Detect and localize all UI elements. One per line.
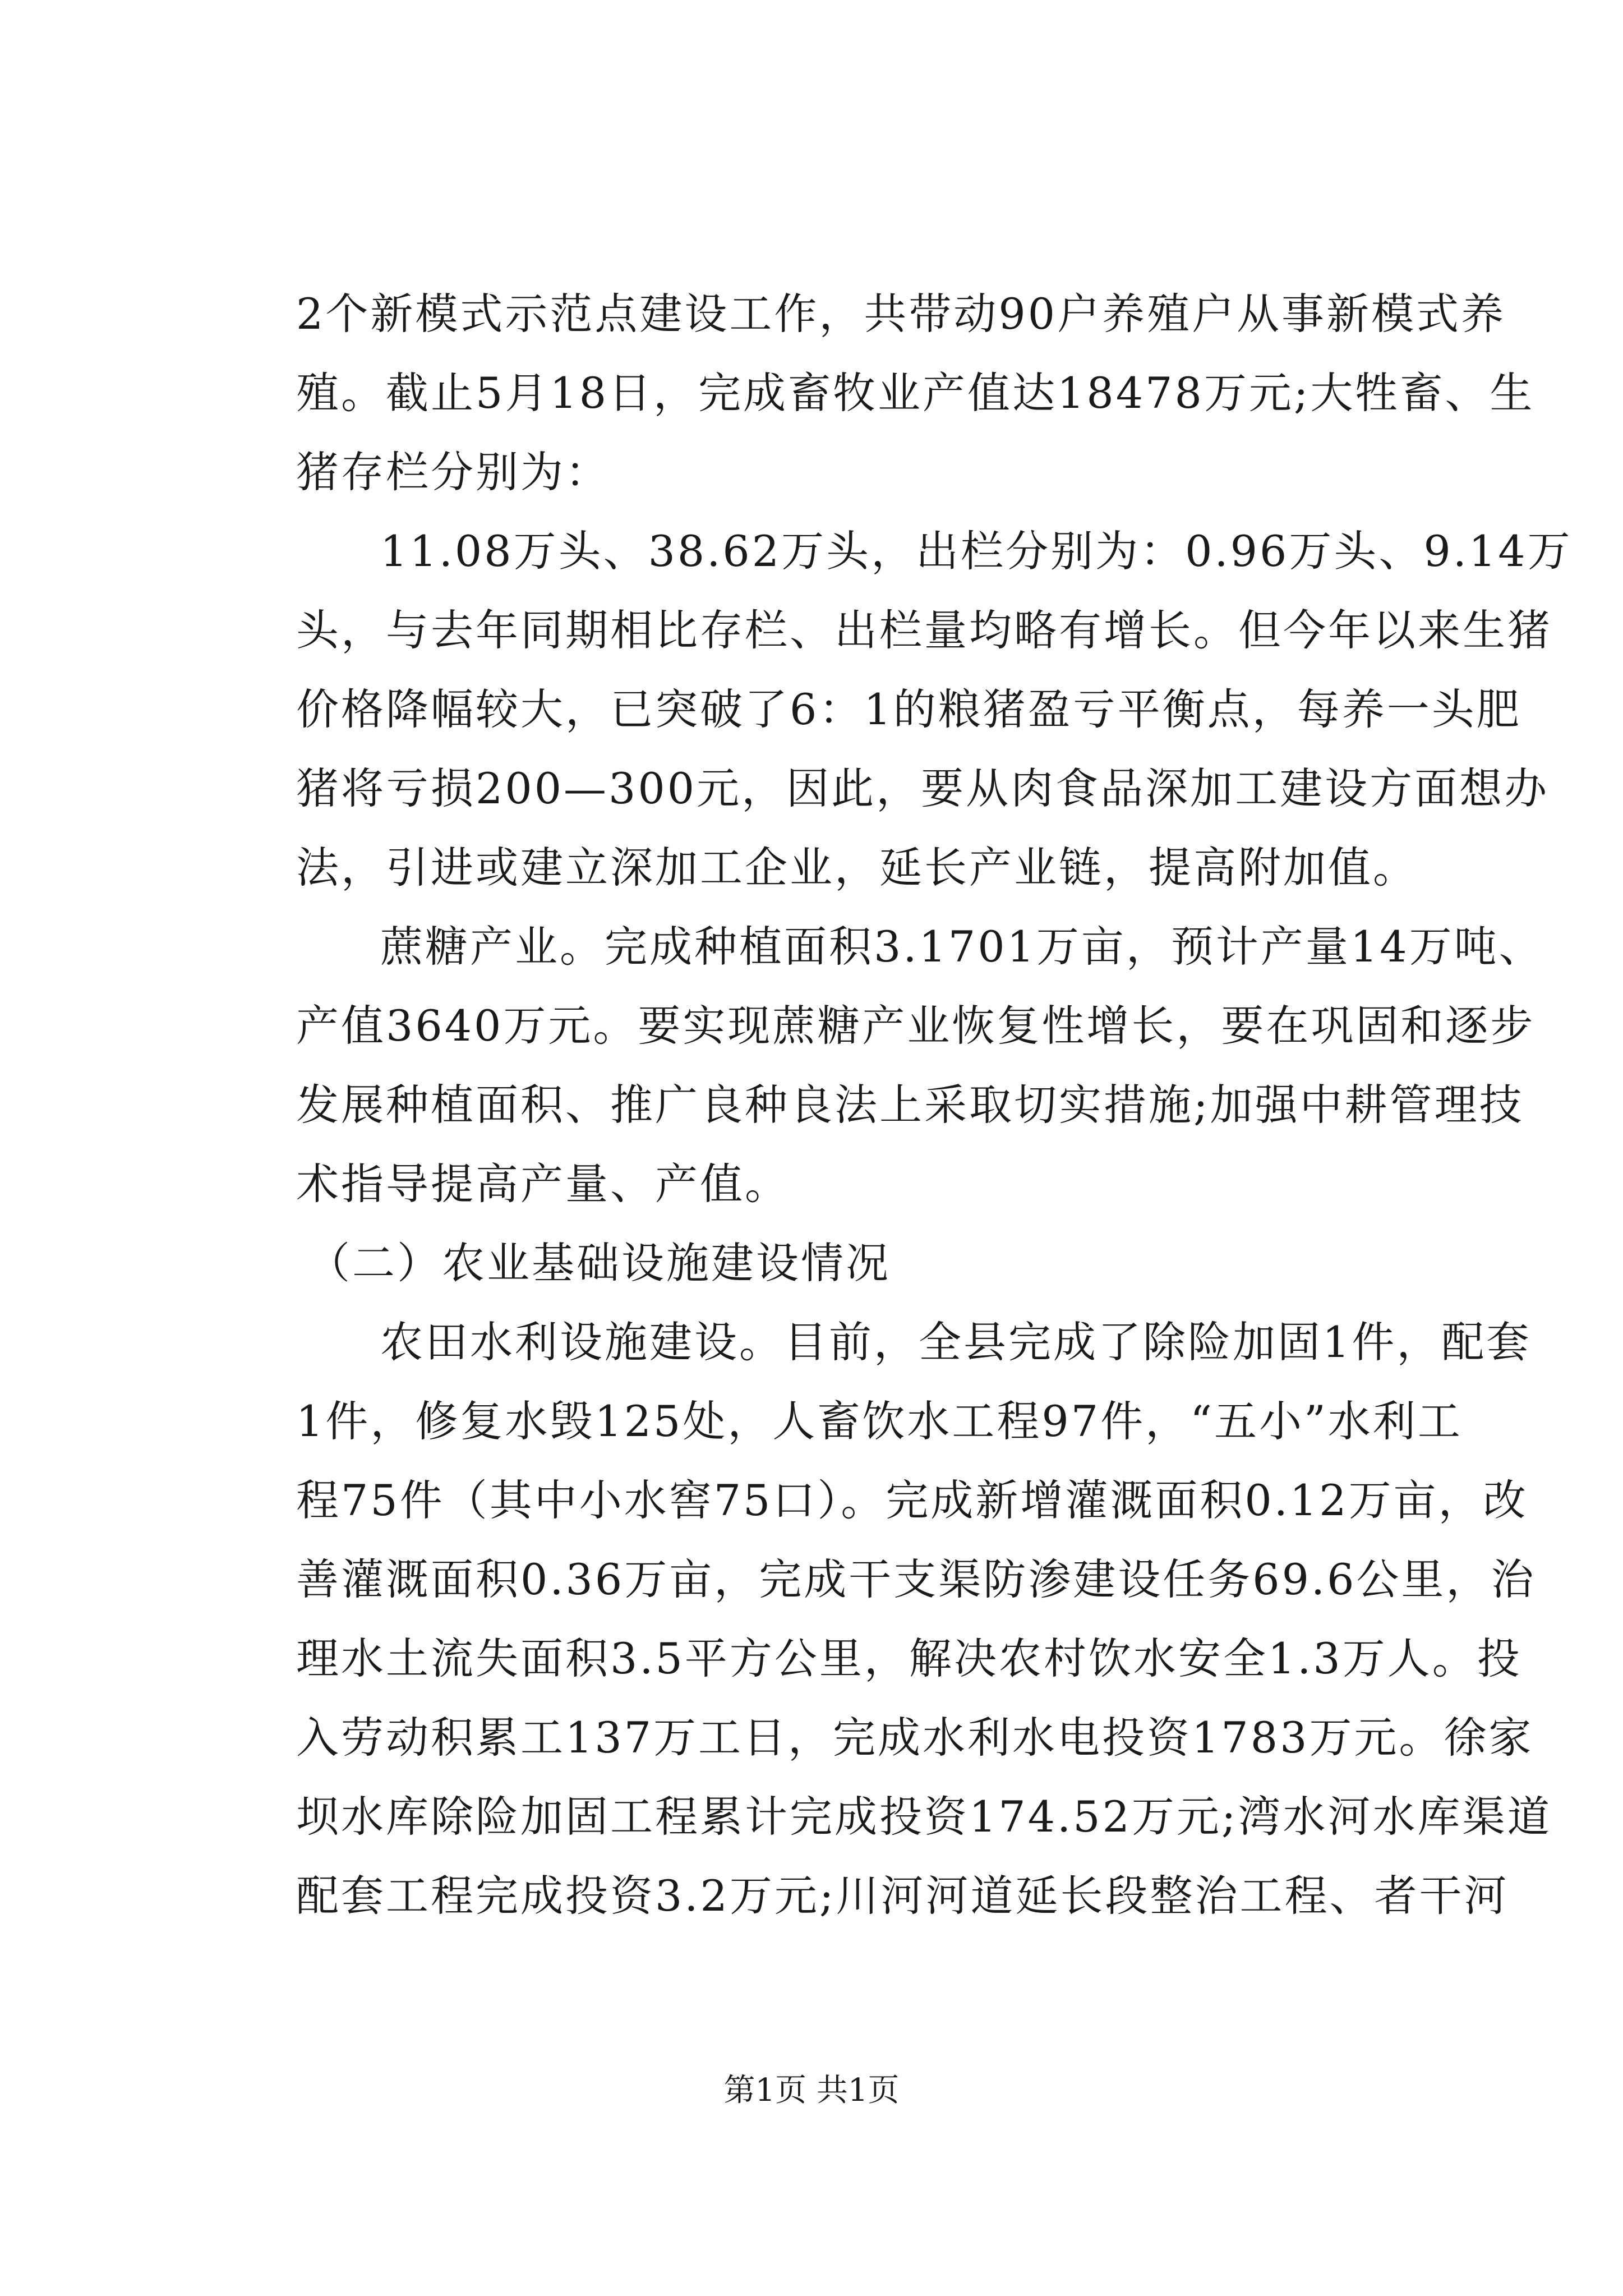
- text-line: 理水土流失面积3.5平方公里，解决农村饮水安全1.3万人。投: [296, 1634, 1522, 1683]
- text-line: 1件，修复水毁125处，人畜饮水工程97件，“五小”水利工: [296, 1396, 1463, 1446]
- text-line: 配套工程完成投资3.2万元;川河河道延长段整治工程、者干河: [296, 1871, 1509, 1921]
- text-line: 入劳动积累工137万工日，完成水利水电投资1783万元。徐家: [296, 1713, 1534, 1763]
- text-line: 产值3640万元。要实现蔗糖产业恢复性增长，要在巩固和逐步: [296, 1001, 1536, 1051]
- page-footer: 第1页 共1页: [723, 2072, 900, 2109]
- text-line: 程75件（其中小水窖75口）。完成新增灌溉面积0.12万亩，改: [296, 1475, 1528, 1525]
- text-line: 殖。截止5月18日，完成畜牧业产值达18478万元;大牲畜、生: [296, 368, 1535, 418]
- text-line: 猪存栏分别为：: [296, 447, 610, 497]
- text-line: 术指导提高产量、产值。: [296, 1159, 790, 1209]
- text-line: 法，引进或建立深加工企业，延长产业链，提高附加值。: [296, 843, 1418, 892]
- text-line: 头，与去年同期相比存栏、出栏量均略有增长。但今年以来生猪: [296, 605, 1552, 655]
- text-line: 价格降幅较大，已突破了6：1的粮猪盈亏平衡点，每养一头肥: [296, 684, 1521, 734]
- text-line: 农田水利设施建设。目前，全县完成了除险加固1件，配套: [380, 1317, 1532, 1367]
- text-line: 蔗糖产业。完成种植面积3.1701万亩，预计产量14万吨、: [380, 922, 1544, 972]
- text-line: 猪将亏损200—300元，因此，要从肉食品深加工建设方面想办: [296, 763, 1550, 813]
- text-line: 坝水库除险加固工程累计完成投资174.52万元;湾水河水库渠道: [296, 1792, 1552, 1842]
- text-line: 善灌溉面积0.36万亩，完成干支渠防渗建设任务69.6公里，治: [296, 1554, 1536, 1604]
- text-line: 2个新模式示范点建设工作，共带动90户养殖户从事新模式养: [296, 289, 1506, 339]
- text-line: 11.08万头、38.62万头，出栏分别为：0.96万头、9.14万: [380, 526, 1573, 576]
- text-line: 发展种植面积、推广良种良法上采取切实措施;加强中耕管理技: [296, 1080, 1524, 1130]
- section-heading: （二）农业基础设施建设情况: [307, 1238, 891, 1288]
